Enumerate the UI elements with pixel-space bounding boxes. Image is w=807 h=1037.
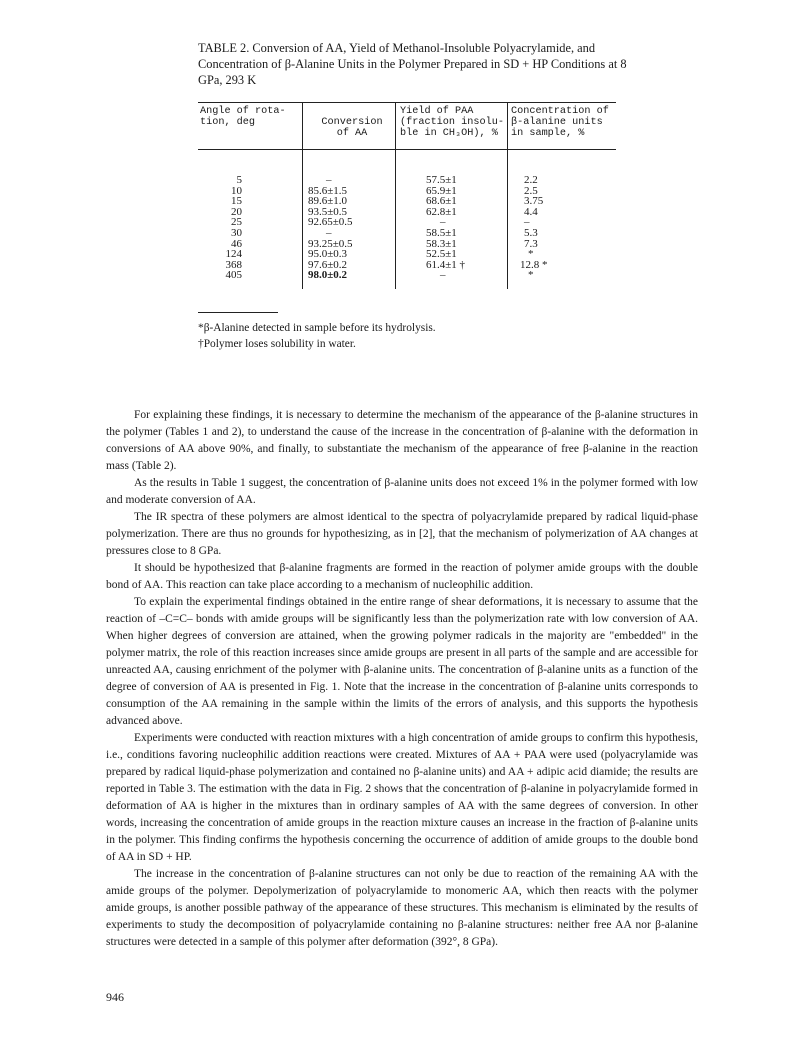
table-cell: * bbox=[528, 269, 534, 282]
header-rule bbox=[198, 149, 616, 150]
table-cell: 97.6±0.2 bbox=[308, 258, 348, 271]
header-yield: Yield of PAA (fraction insolu- ble in CH₃OH), % bbox=[400, 106, 504, 139]
table-cell: 89.6±1.0 bbox=[308, 195, 348, 208]
table-cell: 5 bbox=[236, 174, 242, 186]
table-cell: 58.3±1 bbox=[426, 237, 457, 250]
table-cell: 2.2 bbox=[524, 174, 538, 186]
table-cell: 20 bbox=[231, 205, 242, 218]
data-table bbox=[198, 102, 616, 291]
page-number: 946 bbox=[106, 990, 124, 1004]
table-cell: 98.0±0.2 bbox=[308, 269, 348, 282]
table-cell: 124 bbox=[225, 248, 242, 261]
table-cell: 30 bbox=[231, 226, 242, 239]
footnote: †Polymer loses solubility in water. bbox=[198, 338, 356, 350]
paragraph: The IR spectra of these polymers are almost identical to the spectra of polyacrylamide prepared by radical liquid-phase polymerization. There are thus no grounds for hypothesizing, as in [2], that the mechanism of polymerization of AA changes at pressures close to 8 GPa. bbox=[106, 511, 698, 557]
table-cell: 93.25±0.5 bbox=[308, 237, 353, 250]
body-text bbox=[106, 407, 698, 951]
table-cell: – bbox=[440, 269, 446, 282]
table-cell: * bbox=[528, 248, 534, 261]
table-cell: 95.0±0.3 bbox=[308, 248, 348, 261]
table-cell: 10 bbox=[231, 184, 242, 197]
header-angle: Angle of rota- tion, deg bbox=[200, 106, 286, 128]
table-cell: – bbox=[440, 216, 446, 229]
table-cell: – bbox=[326, 226, 332, 239]
table-cell: – bbox=[326, 174, 332, 186]
column-divider bbox=[302, 103, 303, 289]
table-cell: 62.8±1 bbox=[426, 205, 457, 218]
footnotes bbox=[198, 320, 436, 352]
paragraph: Experiments were conducted with reaction mixtures with a high concentration of amide groups to confirm this hypothesis, i.e., conditions favoring nucleophilic addition reactions were created. Mixtures of AA + PAA were used (polyacrylamide was prepared by radical liquid-phase polymerization and contained no β-alanine units) and AA + adipic acid diamide; the results are reported in Table 3. The estimation with the data in Fig. 2 shows that the concentration of β-alanine in polyacrylamide formed in deformation of AA is higher in the mixtures than in ordinary samples of AA with the same degrees of conversion. In other words, increasing the concentration of amide groups in the reaction mixture causes an increase in the fraction of β-alanine units in the polymer. This finding confirms the hypothesis concerning the occurrence of addition of amide groups to the double bond of AA in SD + HP. bbox=[106, 732, 698, 863]
table-caption: TABLE 2. Conversion of AA, Yield of Methanol-Insoluble Polyacrylamide, and Concentration of β-Alanine Units in the Polymer Prepared in SD + HP Conditions at 8 GPa, 293 K bbox=[198, 41, 627, 87]
table-cell: 405 bbox=[225, 269, 242, 282]
footnote: *β-Alanine detected in sample before its hydrolysis. bbox=[198, 322, 436, 334]
table-cell: 4.4 bbox=[524, 205, 538, 218]
header-concentration: Concentration of β-alanine units in sample, % bbox=[511, 106, 609, 139]
paragraph: As the results in Table 1 suggest, the concentration of β-alanine units does not exceed 1% in the polymer formed with low and moderate conversion of AA. bbox=[106, 477, 698, 506]
paragraph: For explaining these findings, it is necessary to determine the mechanism of the appearance of the β-alanine structures in the polymer (Tables 1 and 2), to understand the cause of the increase in the concentration of β-alanine with the deformation in conversions of AA above 90%, and finally, to substantiate the mechanism of the appearance of free β-alanine in the reaction mass (Table 2). bbox=[106, 409, 698, 472]
conversion-column bbox=[308, 175, 388, 281]
table-cell: 92.65±0.5 bbox=[308, 216, 353, 229]
column-divider bbox=[395, 103, 396, 289]
footnote-rule bbox=[198, 312, 278, 313]
table-cell: 46 bbox=[231, 237, 242, 250]
table-cell: 7.3 bbox=[524, 237, 538, 250]
table-cell: 25 bbox=[231, 216, 242, 229]
table-cell: 68.6±1 bbox=[426, 195, 457, 208]
column-divider bbox=[507, 103, 508, 289]
paragraph: It should be hypothesized that β-alanine fragments are formed in the reaction of polymer amide groups with the double bond of AA. This reaction can take place according to a mechanism of nucleophilic addition. bbox=[106, 562, 698, 591]
table-cell: 58.5±1 bbox=[426, 226, 457, 239]
paragraph: The increase in the concentration of β-alanine structures can not only be due to reaction of the remaining AA with the amide groups of the polymer. Depolymerization of polyacrylamide to monomeric AA, which then reacts with the polymer amide groups, is another possible pathway of the appearance of these structures. This mechanism is eliminated by the results of experiments to study the decomposition of polyacrylamide containing no β-alanine structures: neither free AA nor β-alanine structures were detected in a sample of this polymer after deformation (392°, 8 GPa). bbox=[106, 868, 698, 948]
table-cell: 61.4±1 † bbox=[426, 258, 466, 271]
table-cell: 368 bbox=[225, 258, 242, 271]
table-cell: 15 bbox=[231, 195, 242, 208]
table-cell: 65.9±1 bbox=[426, 184, 457, 197]
table-cell: 3.75 bbox=[524, 195, 544, 208]
table-cell: 12.8 * bbox=[520, 258, 548, 271]
table-cell: 85.6±1.5 bbox=[308, 184, 348, 197]
angle-column bbox=[198, 175, 242, 281]
table-cell: 5.3 bbox=[524, 226, 538, 239]
concentration-column bbox=[520, 174, 584, 282]
table-cell: 57.5±1 bbox=[426, 174, 457, 186]
paragraph: To explain the experimental findings obtained in the entire range of shear deformations, it is necessary to assume that the reaction of –C=C– bonds with amide groups will be significantly less than the polymerization rate with low conversion of AA. When higher degrees of conversion are attained, when the growing polymer radicals in the majority are "embedded" in the polymer matrix, the role of this reaction increases since amide groups are present in all parts of the sample and are accessible for unreacted AA, causing enrichment of the polymer with β-alanine units. The concentration of β-alanine units as a function of the degree of conversion of AA is presented in Fig. 1. Note that the increase in the concentration of β-alanine units corresponds to consumption of the AA remaining in the sample within the limits of the errors of analysis, and this supports the hypothesis advanced above. bbox=[106, 596, 698, 727]
table-cell: 2.5 bbox=[524, 184, 538, 197]
table-cell: 52.5±1 bbox=[426, 248, 457, 261]
yield-column bbox=[426, 175, 504, 281]
table-cell: 93.5±0.5 bbox=[308, 205, 348, 218]
table-cell: – bbox=[524, 216, 530, 229]
header-conversion: Conversion of AA bbox=[321, 117, 383, 139]
